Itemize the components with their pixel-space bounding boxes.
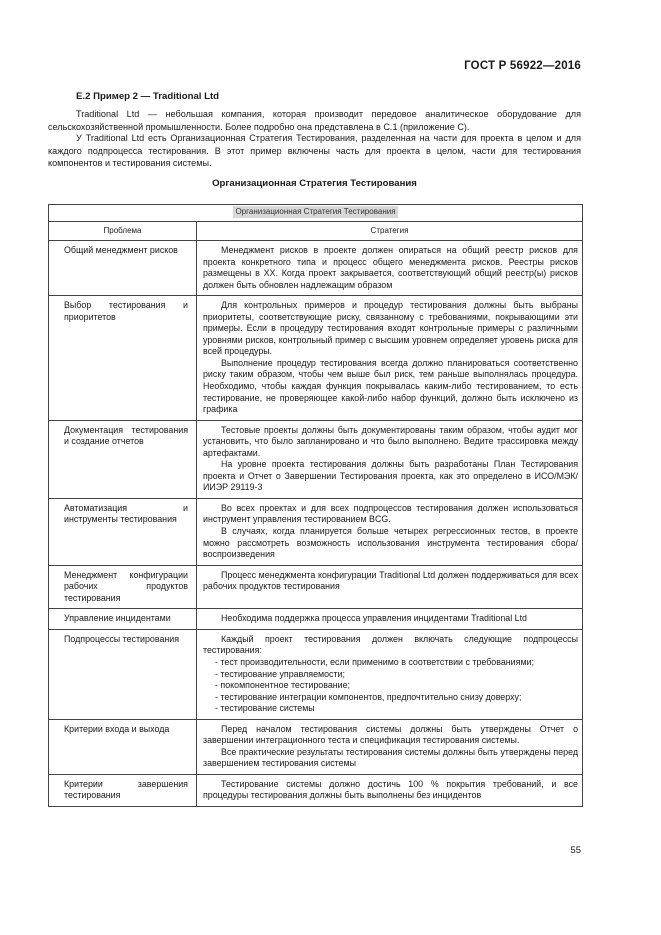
strategy-paragraph: Выполнение процедур тестирования всегда должно планироваться соответственно риску таким образом, чтобы чем выше был риск, тем раньше выполнялась процедура. Необходимо, чтобы каждая функция покрывалась каким-либо тестированием, то есть тестирование, не проверяющее какой-либо набор функций, должно быть исключено из графика [203,357,578,415]
problem-cell: Критерии завершения тестирования [49,774,197,806]
strategy-cell [197,629,583,719]
strategy-list-item: - тестирование управляемости; [215,668,345,679]
table-row [49,498,583,565]
page-number: 55 [570,845,581,856]
strategy-paragraph: В случаях, когда планируется больше четырех регрессионных тестов, в проекте можно рассмотреть возможность использования инструмента тестирования сбора/воспроизведения [203,526,578,560]
strategy-paragraph: Процесс менеджмента конфигурации Traditional Ltd должен поддерживаться для всех рабочих продуктов тестирования [203,569,578,592]
strategy-cell [197,774,583,806]
table-caption-row [49,205,583,222]
column-header-problem: Проблема [49,222,197,241]
strategy-paragraph: Перед началом тестирования системы должны быть утверждены Отчет о завершении интеграционного теста и спецификация тестирования системы. [203,723,578,746]
intro-paragraph-2: У Traditional Ltd есть Организационная Стратегия Тестирования, разделенная на части для проекта в целом и для каждого подпроцесса тестирования. В этот пример включены часть для проекта в целом, части для тестирования компонентов и тестирования системы. [48,133,581,168]
problem-cell: Автоматизация и инструменты тестирования [49,498,197,565]
strategy-cell [197,420,583,498]
problem-cell: Документация тестирования и создание отчетов [49,420,197,498]
strategy-paragraph: Тестирование системы должно достичь 100 % покрытия требований, и все процедуры тестирования должны быть выполнены без инцидентов [203,778,578,801]
strategy-list-item: - тестирование системы [215,703,315,714]
table-row [49,241,583,296]
table-row [49,774,583,806]
problem-cell: Управление инцидентами [49,609,197,630]
problem-cell: Менеджмент конфигурации рабочих продуктов тестирования [49,565,197,609]
standard-number: ГОСТ Р 56922—2016 [464,60,581,72]
strategy-cell [197,498,583,565]
strategy-cell [197,565,583,609]
strategy-list-item: - тестирование интеграции компонентов, предпочтительно снизу доверху; [215,691,522,702]
strategy-paragraph: Во всех проектах и для всех подпроцессов тестирования должен использоваться инструмент управления тестированием BCG. [203,502,578,525]
strategy-cell [197,241,583,296]
table-body [49,241,583,807]
strategy-paragraph: На уровне проекта тестирования должны быть разработаны План Тестирования проекта и Отчет о Завершении Тестирования проекта, как это определено в ИСО/МЭК/ИИЭР 29119-3 [203,459,578,493]
strategy-paragraph: Для контрольных примеров и процедур тестирования должны быть выбраны приоритеты, соответствующие риску, связанному с требованиями, покрывающими эти примеры. Если в процедуру тестирования входят контрольные примеры с различными уровнями рисков, контрольный пример с высшим уровнем определяет уровень риска для всей процедуры. [203,300,578,357]
strategy-paragraph: Все практические результаты тестирования системы должны быть утверждены перед завершением тестирования системы [203,746,578,769]
strategy-paragraph: Необходима поддержка процесса управления инцидентами Traditional Ltd [221,613,527,624]
table-row [49,629,583,719]
table-caption: Организационная Стратегия Тестирования [235,207,396,216]
table-header-row [49,222,583,241]
problem-cell: Подпроцессы тестирования [49,629,197,719]
table-row [49,296,583,420]
table-row [49,719,583,774]
table-row [49,420,583,498]
problem-cell: Общий менеджмент рисков [49,241,197,296]
table-title: Организационная Стратегия Тестирования [212,178,417,189]
intro-paragraph-1: Traditional Ltd — небольшая компания, которая производит передовое аналитическое оборудование для сельскохозяйственной промышленности. Более подробно она представлена в С.1 (приложение С). [48,109,581,132]
problem-cell: Критерии входа и выхода [49,719,197,774]
strategy-cell [197,609,583,630]
problem-cell: Выбор тестирования и приоритетов [49,296,197,420]
strategy-cell [197,296,583,420]
strategy-table [48,204,583,807]
strategy-list-item: - тест производительности, если применимо в соответствии с требованиями; [215,656,534,667]
column-header-strategy: Стратегия [197,222,583,241]
strategy-list-item: - покомпонентное тестирование; [215,680,351,691]
table-row [49,565,583,609]
strategy-paragraph: Тестовые проекты должны быть документированы таким образом, чтобы аудит мог установить, что было запланировано и что было выполнено. Ведите трассировка между артефактами. [203,424,578,458]
strategy-paragraph: Каждый проект тестирования должен включать следующие подпроцессы тестирования: [203,633,578,656]
strategy-cell [197,719,583,774]
table-row [49,609,583,630]
strategy-paragraph: Менеджмент рисков в проекте должен опираться на общий реестр рисков для проекта конкретного типа и процесс общего менеджмента рисков. Реестры рисков размещены в XX. Когда проект закрывается, соответствующий общий реестр(ы) рисков должен быть обновлен надлежащим образом [203,245,578,290]
section-title: Е.2 Пример 2 — Traditional Ltd [76,91,220,102]
